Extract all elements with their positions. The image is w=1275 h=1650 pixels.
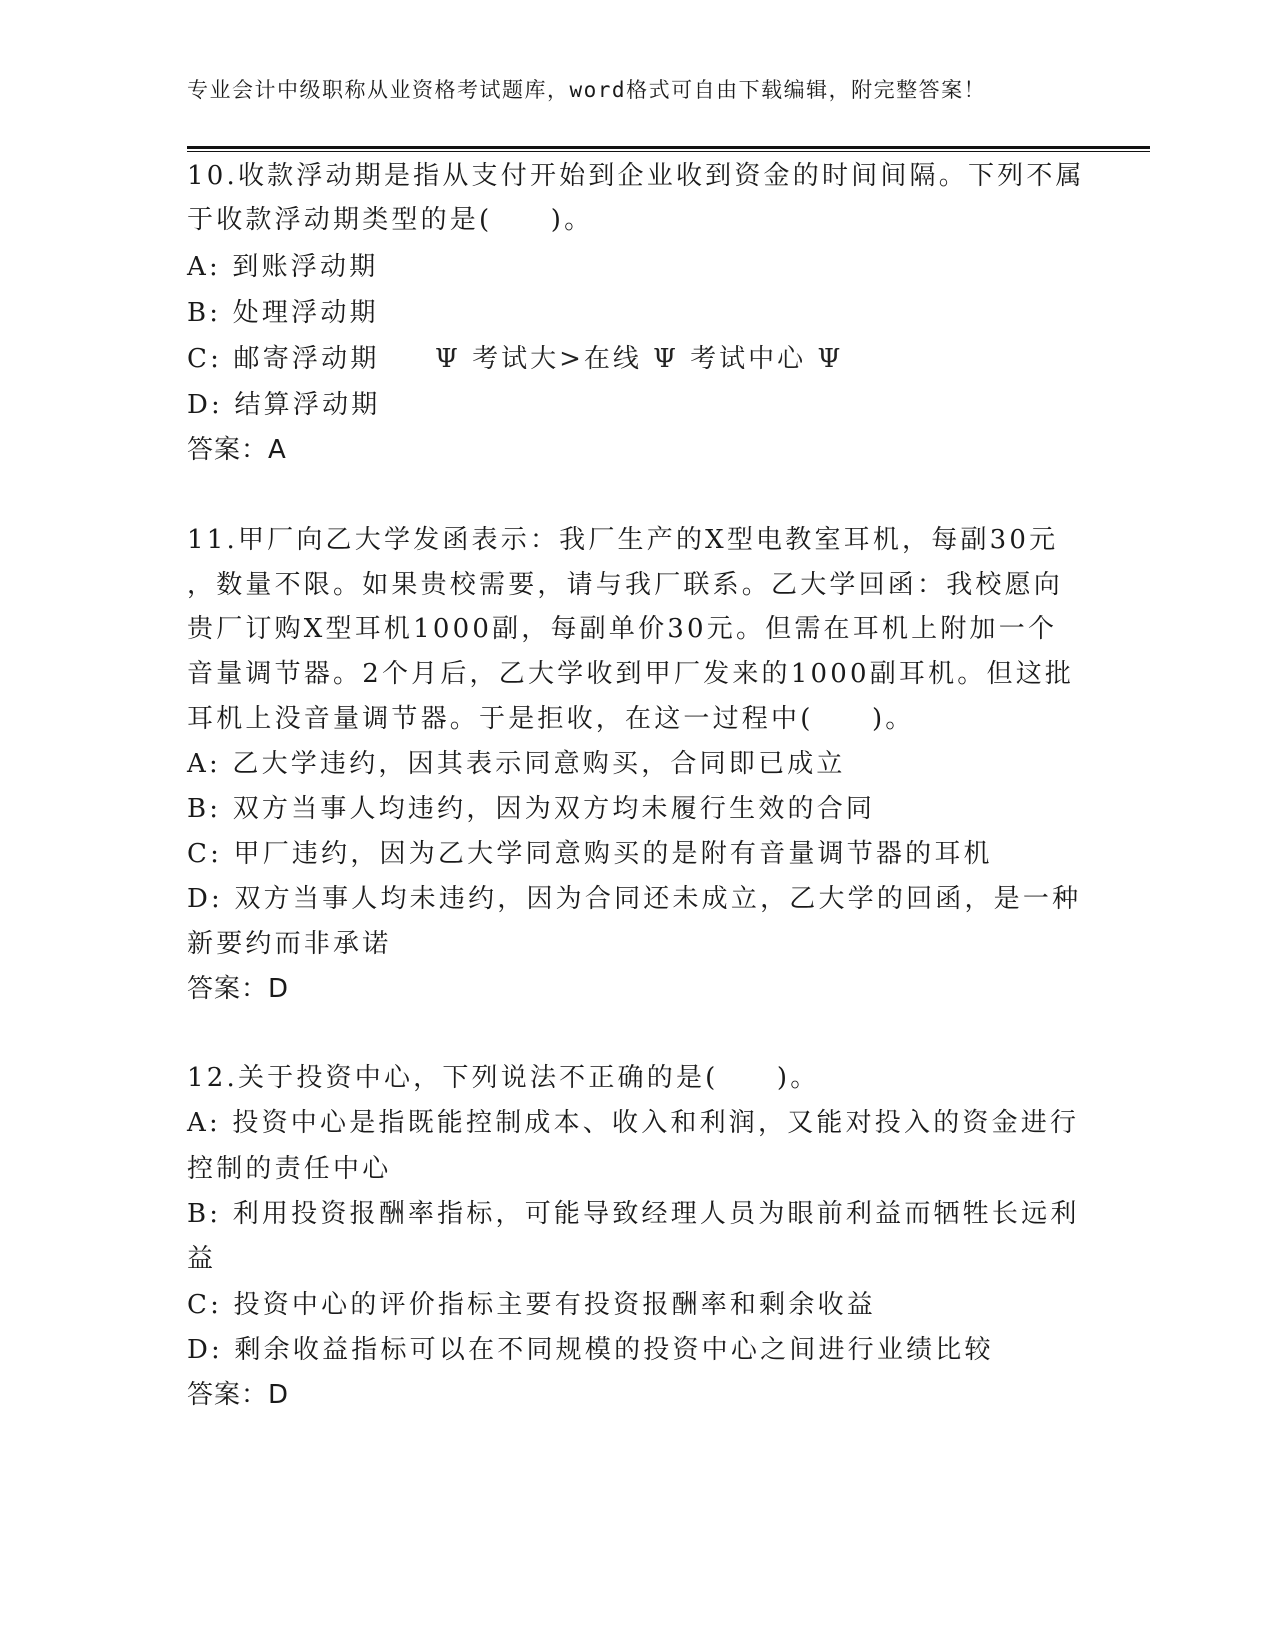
q12-option-b-line-2: 益 xyxy=(187,1244,217,1274)
q11-stem-line-2: ，数量不限。如果贵校需要，请与我厂联系。乙大学回函：我校愿向 xyxy=(187,570,1064,600)
q12-answer: 答案：D xyxy=(187,1380,290,1410)
q11-stem-line-4: 音量调节器。2个月后，乙大学收到甲厂发来的1000副耳机。但这批 xyxy=(187,659,1075,689)
q11-option-b: B: 双方当事人均违约，因为双方均未履行生效的合同 xyxy=(187,794,876,824)
q12-option-c: C: 投资中心的评价指标主要有投资报酬率和剩余收益 xyxy=(187,1290,876,1320)
q11-option-d-line-2: 新要约而非承诺 xyxy=(187,929,392,959)
q10-option-b: B: 处理浮动期 xyxy=(187,298,379,328)
q10-option-c: C: 邮寄浮动期 xyxy=(187,344,380,374)
q11-stem-line-3: 贵厂订购X型耳机1000副，每副单价30元。但需在耳机上附加一个 xyxy=(187,614,1058,644)
watermark-text: Ψ 考试大>在线 Ψ 考试中心 Ψ xyxy=(435,344,844,374)
q11-answer: 答案：D xyxy=(187,974,290,1004)
q11-stem-line-1: 11.甲厂向乙大学发函表示：我厂生产的X型电教室耳机，每副30元 xyxy=(187,525,1059,555)
q10-stem-line-2: 于收款浮动期类型的是( )。 xyxy=(187,205,594,235)
q12-option-a-line-2: 控制的责任中心 xyxy=(187,1154,392,1184)
q12-stem-line-1: 12.关于投资中心，下列说法不正确的是( )。 xyxy=(187,1063,820,1093)
q11-option-d-line-1: D: 双方当事人均未违约，因为合同还未成立，乙大学的回函，是一种 xyxy=(187,884,1082,914)
header-rule-thick xyxy=(187,146,1150,149)
document-header: 专业会计中级职称从业资格考试题库，word格式可自由下载编辑，附完整答案！ xyxy=(187,78,987,102)
q10-option-d: D: 结算浮动期 xyxy=(187,390,381,420)
q11-option-a: A: 乙大学违约，因其表示同意购买，合同即已成立 xyxy=(187,749,846,779)
q11-option-c: C: 甲厂违约，因为乙大学同意购买的是附有音量调节器的耳机 xyxy=(187,839,993,869)
q12-option-d: D: 剩余收益指标可以在不同规模的投资中心之间进行业绩比较 xyxy=(187,1335,994,1365)
header-rule-thin xyxy=(187,151,1150,152)
q12-option-a-line-1: A: 投资中心是指既能控制成本、收入和利润，又能对投入的资金进行 xyxy=(187,1108,1080,1138)
q10-option-a: A: 到账浮动期 xyxy=(187,252,379,282)
q12-option-b-line-1: B: 利用投资报酬率指标，可能导致经理人员为眼前利益而牺牲长远利 xyxy=(187,1199,1080,1229)
q10-answer: 答案：A xyxy=(187,435,287,465)
q10-stem-line-1: 10.收款浮动期是指从支付开始到企业收到资金的时间间隔。下列不属 xyxy=(187,161,1085,191)
q11-stem-line-5: 耳机上没音量调节器。于是拒收，在这一过程中( )。 xyxy=(187,704,915,734)
